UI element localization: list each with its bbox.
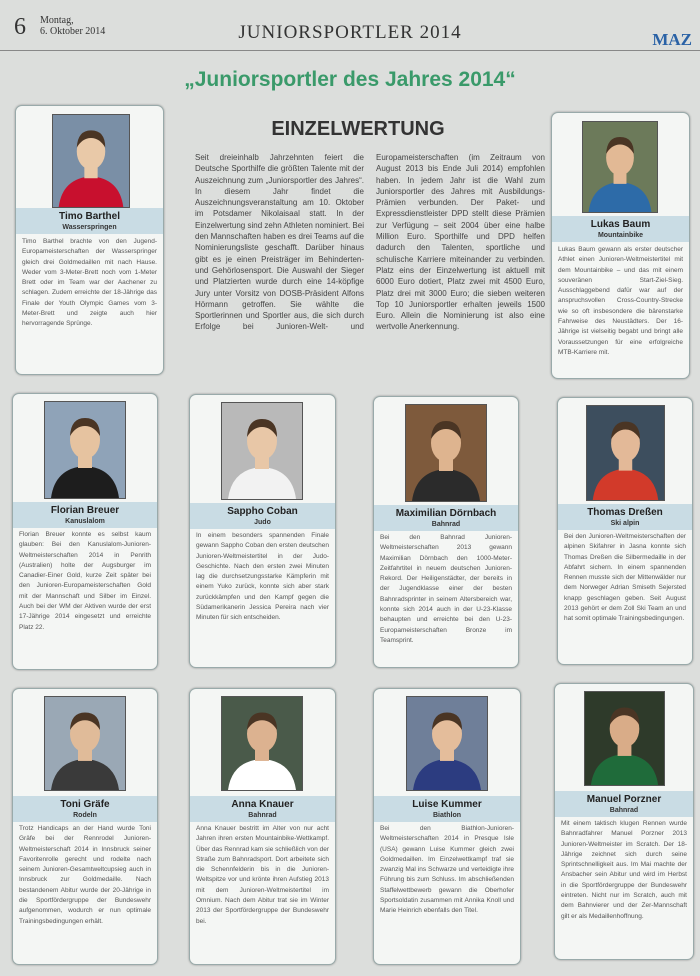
athlete-name: Lukas Baum xyxy=(590,219,651,230)
name-band xyxy=(374,505,518,531)
athlete-sport: Rodeln xyxy=(73,812,97,819)
name-band xyxy=(13,796,157,822)
name-band xyxy=(190,503,335,529)
issue-day: 6. Oktober 2014 xyxy=(40,26,106,37)
athlete-name: Florian Breuer xyxy=(50,505,120,516)
athlete-text: Bei den Bahnrad Junioren-Weltmeisterschaften 2013 gewann Maximilian Dörnbach den 1000-Meter-Zeitfahrtitel in neuem deutschen Junioren-Rekord. Der Heiligenstädter, der bereits in der Jugendklasse einer der besten Bahnradsprinter in seinem Altersbereich war, konnte sich 2014 auch in der U-23-Klasse behaupten und erreichte bei den U-23-Europameisterschaften Bronze im Teamsprint. xyxy=(380,534,512,644)
athlete-photo xyxy=(405,404,487,502)
name-band xyxy=(552,216,689,242)
athlete-sport: Bahnrad xyxy=(248,812,277,819)
athlete-sport: Bahnrad xyxy=(431,521,461,528)
article-text: Seit dreieinhalb Jahrzehnten feiert die Deutsche Sporthilfe die größten Talente mit der Auszeichnung zum „Juniorsportler des Jahres“. In diesem Jahr findet die Auszeichnungsveranstaltung am 10. Oktober im Potsdamer Nikolaisaal statt. In der Einzelwertung sind zehn Athleten nominiert. Bei den Mannschaften haben es drei Teams auf die Nominierungsliste geschafft. Darüber hinaus gibt es je einen Preisträger im Behinderten- und Gehörlosensport. Die Auswahl der Sieger und Platzierten wurde durch eine 14-köpfige Jury unter Vorsitz von DOSB-Präsident Alfons Hörmann getroffen. Sie wählte die Sportlerinnen und Sportler aus, die sich durch Erfolge bei Junioren-Welt- und Europameisterschaften (im Zeitraum von August 2013 bis Ende Juli 2014) empfohlen haben. In jedem Jahr ist die Wahl zum Juniorsportler des Jahres mit Ausbildungs-Prämien verbunden. Der Paket- und Expressdienstleister DPD stellt diese Prämien zur Verfügung – seit 2004 über eine halbe Million Euro. Sporthilfe und DPD helfen dadurch den Talenten, sportliche und schulische Karriere miteinander zu verbinden. Platz eins der Einzelwertung ist aktuell mit 6000 Euro dotiert, Platz zwei mit 4500 Euro, Platz drei mit 3000 Euro; die sieben weiteren Top 10 Juniorsportler erhalten jeweils 1500 Euro. Allein die Nominierung ist also eine wertvolle Anerkennung. xyxy=(195,153,545,332)
athlete-name: Sappho Coban xyxy=(227,506,298,517)
athlete-card xyxy=(373,688,521,965)
athlete-name: Timo Barthel xyxy=(59,211,120,222)
athlete-sport: Judo xyxy=(254,519,271,526)
athlete-name: Thomas Dreßen xyxy=(587,507,663,518)
article-body xyxy=(195,152,545,382)
athlete-photo xyxy=(584,691,665,786)
athlete-sport: Kanuslalom xyxy=(65,518,105,525)
athlete-photo xyxy=(406,696,488,791)
athlete-card xyxy=(373,396,519,668)
name-band xyxy=(555,791,693,817)
athlete-text: Trotz Handicaps an der Hand wurde Toni Gräfe bei der Rennrodel Junioren-Weltmeisterschaft 2014 in Innsbruck seiner Favoritenrolle gerecht und rodelte nach seinem Junioren-Gesamtweltcupsieg auch in Innsbruck zur Goldmedaille. Nach bestandenem Abitur wurde der 20-Jährige in die Sportfördergruppe der Bundeswehr aufgenommen, wodurch er nun optimale Trainingsbedingungen erhält. xyxy=(19,825,151,925)
athlete-sport: Bahnrad xyxy=(609,807,639,814)
name-band xyxy=(558,504,692,530)
athlete-sport: Ski alpin xyxy=(610,520,640,527)
athlete-text: Bei den Junioren-Weltmeisterschaften der alpinen Skifahrer in Jasna konnte sich Thomas Dreßen die Silbermedaille in der Abfahrt sichern. In einem spannenden Rennen musste sich der Mittenwälder nur dem Norweger Adrian Smiseth Sejersted knapp geschlagen geben. Seit August 2013 gehört er dem Zoll Ski Team an und hat somit optimale Trainingsbedingungen. xyxy=(564,533,686,623)
subheadline: EINZELWERTUNG xyxy=(271,118,445,140)
athlete-photo xyxy=(586,405,665,501)
athlete-text: Florian Breuer konnte es selbst kaum glauben: Bei den Kanuslalom-Junioren-Weltmeisterschaften 2014 in Penrith (Australien) holte der Augsburger im Canadier-Einer Gold, kurze Zeit später bei den Junioren-Europameisterschaften Gold mit der Mannschaft und Silber im Einzel. Auch bei der WM der Aktiven wurde der erst 17-Jährige 2014 eingesetzt und erreichte Platz 22. xyxy=(19,531,151,631)
athlete-card xyxy=(189,394,336,668)
athlete-text: Timo Barthel brachte von den Jugend-Europameisterschaften der Wasserspringer gleich drei Goldmedaillen mit nach Hause. Weder vom 3-Meter-Brett noch vom 1-Meter Brett oder im Team war der Aachener zu schlagen. Zudem erreichte der 18-Jährige das Finale der Youth Olympic Games vom 3-Meter-Brett und zeigte auch hier hervorragende Sprünge. xyxy=(22,238,157,328)
athlete-photo xyxy=(582,121,658,213)
athlete-text: Anna Knauer bestritt im Alter von nur acht Jahren ihren ersten Mountainbike-Wettkampf. Über das Rennrad kam sie schließlich von der Straße zum Bahnradsport. Dort arbeitete sich die Schennfelderin bis in die Junioren-Weltspitze vor und krönte ihren Aufstieg 2013 mit dem Junioren-Weltmeistertitel im Omnium. Nach dem Abitur trat sie im Winter 2013 der Sportfördergruppe der Bundeswehr bei. xyxy=(196,825,329,925)
brand-logo: MAZ xyxy=(652,30,692,49)
athlete-text: Bei den Biathlon-Junioren-Weltmeisterschaften 2014 in Presque Isle (USA) gewann Luise Kummer gleich zwei Goldmedaillen. Im Einzelwettkampf traf sie zwanzig Mal ins Schwarze und verteidigte ihre Führung bis zum Schluss. Im abschließenden Staffelwettbewerb gewann die Oberhofer Sportsoldatin zusammen mit Annika Knoll und Marie Heinrich ebenfalls den Titel. xyxy=(380,825,514,915)
athlete-text: Mit einem taktisch klugen Rennen wurde Bahnradfahrer Manuel Porzner 2013 Junioren-Weltmeister im Scratch. Der 18-Jährige zeichnet sich durch seine Sprintschnelligkeit aus. Im Mai machte der Ansbacher sein Abitur und wird im Herbst in die Sportfördergruppe der Bundeswehr eintreten. Nicht nur im Scratch, auch mit dem Bahnvierer und der Zer-Mannschaft gilt er als Medaillenhoffnung. xyxy=(561,820,687,920)
section-title: JUNIORSPORTLER 2014 xyxy=(238,22,462,43)
athlete-card xyxy=(12,393,158,670)
masthead xyxy=(0,0,700,51)
athlete-text: In einem besonders spannenden Finale gewann Sappho Coban den ersten deutschen Junioren-Weltmeistertitel in der Judo-Geschichte. Nach den ersten zwei Minuten lag die durchsetzungsstarke Kämpferin mit einem Yuko zurück, konnte sich aber stark zurückkämpfen und den Kampf gegen die Südamerikanerin Jessica Pereira nach vier Minuten für sich entscheiden. xyxy=(196,532,329,622)
athlete-card xyxy=(12,688,158,965)
name-band xyxy=(374,796,520,822)
issue-weekday: Montag, xyxy=(40,15,74,26)
name-band xyxy=(16,208,163,234)
athlete-card xyxy=(15,105,164,375)
athlete-photo xyxy=(44,401,126,499)
athlete-name: Manuel Porzner xyxy=(586,794,662,805)
athlete-card xyxy=(189,688,336,965)
page-number: 6 xyxy=(14,14,26,40)
athlete-card xyxy=(554,683,694,960)
headline: „Juniorsportler des Jahres 2014“ xyxy=(184,68,516,91)
athlete-sport: Mountainbike xyxy=(597,232,644,239)
athlete-photo xyxy=(221,696,303,791)
athlete-photo xyxy=(221,402,303,500)
name-band xyxy=(190,796,335,822)
athlete-sport: Wasserspringen xyxy=(62,224,117,231)
athlete-card xyxy=(551,112,690,379)
athlete-name: Luise Kummer xyxy=(412,799,482,810)
athlete-name: Maximilian Dörnbach xyxy=(395,508,497,519)
athlete-name: Anna Knauer xyxy=(231,799,294,810)
athlete-text: Lukas Baum gewann als erster deutscher Athlet einen Junioren-Weltmeistertitel mit dem Mountainbike – und das mit einem souveränen Start-Ziel-Sieg. Ausschlaggebend dafür war auf der anspruchsvollen Cross-Country-Strecke wie so oft insbesondere die bärenstarke Fahrweise des Neustädters. Der 16-Jährige ist vielseitig begabt und bringt alle Voraussetzungen für eine erfolgreiche MTB-Karriere mit. xyxy=(558,246,683,356)
athlete-photo xyxy=(52,114,130,208)
name-band xyxy=(13,502,157,528)
athlete-card xyxy=(557,397,693,665)
athlete-name: Toni Gräfe xyxy=(60,799,110,810)
athlete-photo xyxy=(44,696,126,791)
athlete-sport: Biathlon xyxy=(433,812,461,819)
